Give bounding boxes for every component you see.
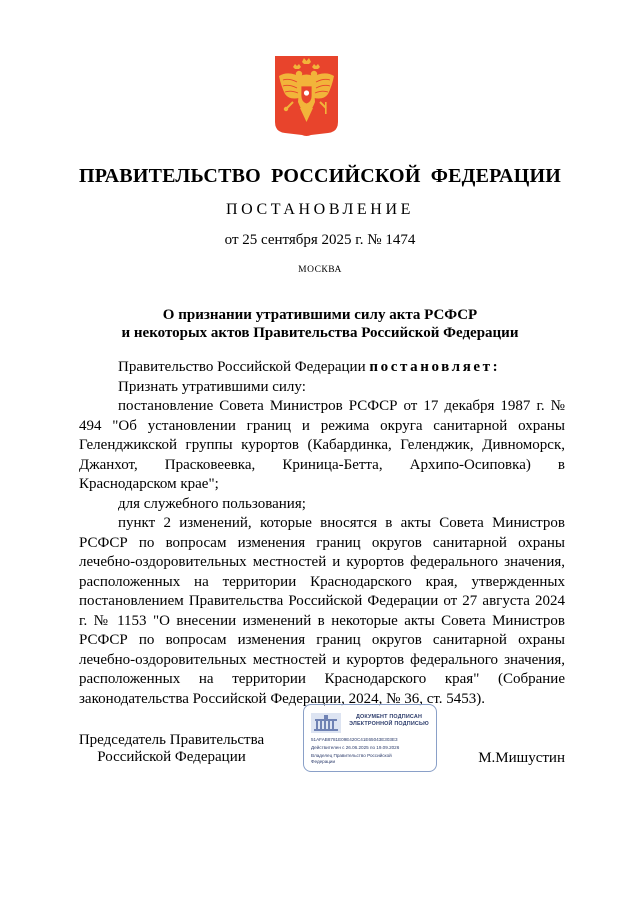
body-paragraph: пункт 2 изменений, которые вносятся в акты Совета Министров РСФСР по вопросам изменения границ округов санитарной охраны лечебно-оздоровительных местностей и курортов федерального значения, расположенных на территории Краснодарского края, утвержденных постановлением Правительства Российской Федерации от 27 августа 2024 г. № 1153 "О внесении изменений в некоторые акты Совета Министров РСФСР по вопросам изменения границ округов санитарной охраны лечебно-оздоровительных местностей и курортов федерального значения, расположенных на территории Краснодарского края" (Собрание законодательства Российской Федерации, 2024, № 36, ст. 5453).: [79, 515, 565, 707]
decree-verb: постановляет:: [369, 359, 501, 375]
signatory-position-line: Российской Федерации: [97, 749, 246, 765]
signatory-position-line: Председатель Правительства: [78, 732, 265, 748]
subject-line: О признании утратившими силу акта РСФСР: [162, 307, 478, 323]
stamp-title-line: ЭЛЕКТРОННОЙ ПОДПИСЬЮ: [349, 720, 429, 727]
government-building-icon: [311, 713, 341, 733]
decree-intro: Правительство Российской Федерации: [118, 359, 366, 375]
signatory-name: М.Мишустин: [478, 750, 565, 766]
document-subject: [60, 306, 580, 342]
decree-intro-paragraph: [79, 358, 565, 378]
signatory-position: [64, 732, 279, 766]
stamp-validity: Действителен с 26.06.2025 по 19.09.2026: [311, 745, 400, 750]
document-body: [79, 358, 565, 709]
government-title: ПРАВИТЕЛЬСТВО РОССИЙСКОЙ ФЕДЕРАЦИИ: [79, 165, 561, 187]
document-type: ПОСТАНОВЛЕНИЕ: [226, 201, 414, 218]
document-city: МОСКВА: [298, 265, 342, 275]
stamp-owner: Федерации: [311, 759, 336, 764]
stamp-title: [344, 714, 434, 727]
stamp-title-line: ДОКУМЕНТ ПОДПИСАН: [355, 714, 423, 720]
document-date-number: от 25 сентября 2025 г. № 1474: [224, 232, 416, 248]
body-paragraph: Признать утратившими силу:: [118, 378, 306, 395]
coat-of-arms-of-russia-icon: [275, 56, 338, 137]
electronic-signature-stamp: [303, 704, 437, 772]
subject-line: и некоторых актов Правительства Российской Федерации: [121, 325, 519, 341]
stamp-owner: Владелец Правительство Российской: [311, 753, 392, 758]
body-paragraph: постановление Совета Министров РСФСР от 17 декабря 1987 г. № 494 "Об установлении границ и режима округа санитарной охраны Геленджикской группы курортов (Кабардинка, Геленджик, Дивноморск, Джанхот, Прасковеевка, Криница-Бетта, Архипо-Осиповка) в Краснодарском крае";: [79, 398, 565, 492]
body-paragraph: для служебного пользования;: [118, 495, 306, 512]
stamp-serial: 51AFAB8781E09E420C41E65043E303E3: [311, 737, 398, 742]
